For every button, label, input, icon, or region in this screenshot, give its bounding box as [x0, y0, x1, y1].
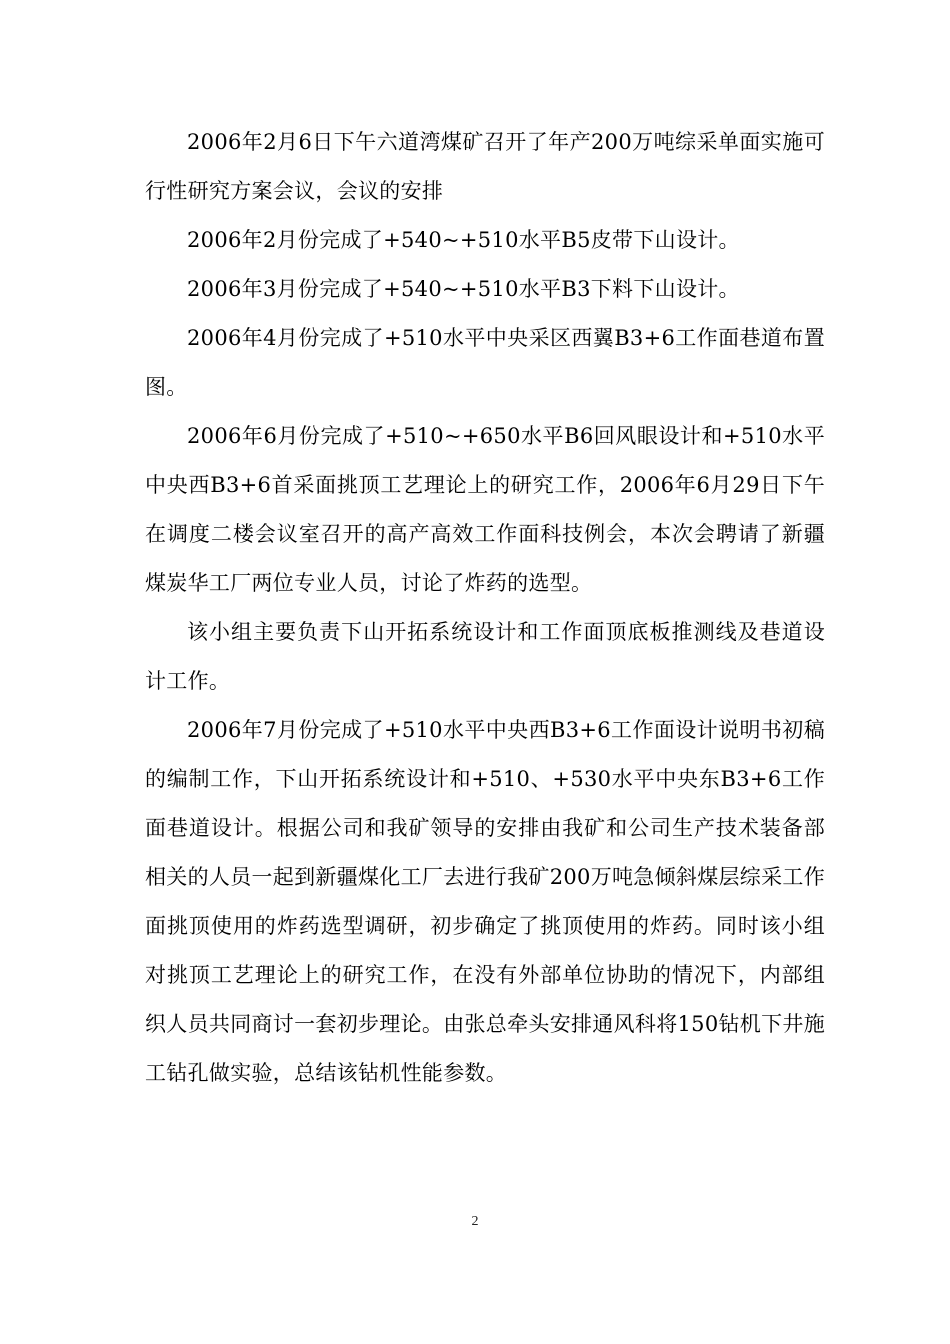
page-number: 2: [471, 1214, 479, 1229]
document-body: [145, 118, 825, 1098]
paragraph-april: 2006年4月份完成了+510水平中央采区西翼B3+6工作面巷道布置图。: [145, 326, 825, 399]
paragraph-february: 2006年2月份完成了+540~+510水平B5皮带下山设计。: [187, 228, 740, 252]
paragraph-july: 2006年7月份完成了+510水平中央西B3+6工作面设计说明书初稿的编制工作，下山开拓系统设计和+510、+530水平中央东B3+6工作面巷道设计。根据公司和我矿领导的安排由我矿和公司生产技术装备部相关的人员一起到新疆煤化工厂去进行我矿200万吨急倾斜煤层综采工作面挑顶使用的炸药选型调研，初步确定了挑顶使用的炸药。同时该小组对挑顶工艺理论上的研究工作，在没有外部单位协助的情况下，内部组织人员共同商讨一套初步理论。由张总牵头安排通风科将150钻机下井施工钻孔做实验，总结该钻机性能参数。: [145, 718, 825, 1085]
paragraph-meeting: 2006年2月6日下午六道湾煤矿召开了年产200万吨综采单面实施可行性研究方案会议，会议的安排: [145, 130, 825, 203]
paragraph-june: 2006年6月份完成了+510~+650水平B6回风眼设计和+510水平中央西B3+6首采面挑顶工艺理论上的研究工作，2006年6月29日下午在调度二楼会议室召开的高产高效工作面科技例会，本次会聘请了新疆煤炭华工厂两位专业人员，讨论了炸药的选型。: [145, 424, 825, 595]
paragraph-march: 2006年3月份完成了+540~+510水平B3下料下山设计。: [187, 277, 740, 301]
paragraph-group-duty: 该小组主要负责下山开拓系统设计和工作面顶底板推测线及巷道设计工作。: [145, 620, 825, 693]
